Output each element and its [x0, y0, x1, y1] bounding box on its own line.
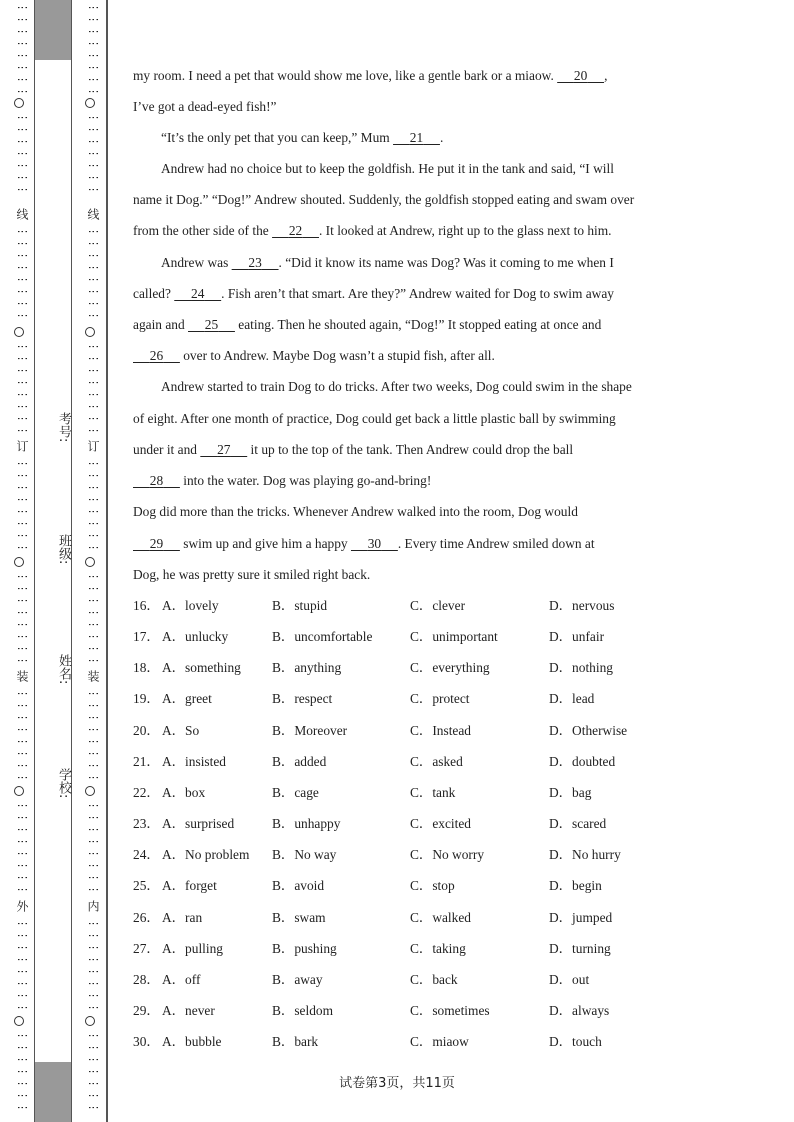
question-row: [133, 1002, 663, 1020]
option-a: A．insisted: [162, 753, 226, 769]
option-d: D．bag: [549, 784, 592, 800]
margin-char: 订: [86, 440, 100, 452]
question-row: [133, 940, 663, 958]
option-b: B．Moreover: [272, 722, 348, 738]
option-a: A．No problem: [162, 847, 250, 863]
passage-line: my room. I need a pet that would show me love, like a gentle bark or a miaow. 20 ,: [133, 68, 608, 83]
option-c: C．asked: [410, 753, 463, 769]
question-number: 24．: [133, 847, 160, 863]
option-a: A．ran: [162, 909, 203, 925]
question-number: 20．: [133, 722, 160, 738]
option-b: B．seldom: [272, 1002, 334, 1018]
field-exam-number: 考号:: [56, 412, 71, 443]
option-c: C．Instead: [410, 722, 471, 738]
option-a: A．So: [162, 722, 200, 738]
circle-mark: [85, 1016, 95, 1026]
option-c: C．unimportant: [410, 629, 498, 645]
margin-char: 内: [86, 900, 100, 912]
blank-21: 21: [409, 130, 424, 145]
option-d: D．nervous: [549, 598, 615, 613]
question-row: [133, 722, 663, 740]
question-row: [133, 971, 663, 989]
option-a: A．lovely: [162, 598, 219, 613]
option-b: B．uncomfortable: [272, 629, 373, 645]
option-b: B．stupid: [272, 598, 328, 613]
blank-30: 30: [367, 536, 382, 551]
option-d: D．scared: [549, 816, 607, 832]
option-c: C．No worry: [410, 847, 485, 863]
blank-23: 23: [248, 255, 262, 270]
question-number: 27．: [133, 940, 160, 956]
option-c: C．excited: [410, 816, 471, 832]
question-number: 18．: [133, 660, 160, 676]
question-number: 19．: [133, 691, 160, 707]
option-d: D．No hurry: [549, 847, 621, 863]
question-row: [133, 628, 663, 646]
option-b: B．cage: [272, 784, 319, 800]
question-number: 26．: [133, 909, 160, 925]
option-c: C．back: [410, 971, 458, 987]
margin-char: 装: [86, 670, 100, 682]
circle-mark: [14, 786, 24, 796]
option-a: A．off: [162, 971, 201, 987]
option-b: B．avoid: [272, 878, 325, 894]
passage-line: “It’s the only pet that you can keep,” Mum 21 .: [161, 130, 444, 145]
inner-dotted-line: ⋮⋮⋮⋮⋮⋮⋮⋮ ⋮⋮⋮⋮⋮⋮⋮ 线 ⋮⋮⋮⋮⋮⋮⋮⋮ ⋮⋮⋮⋮⋮⋮⋮⋮ 订 ⋮⋮⋮⋮⋮⋮⋮⋮ ⋮⋮⋮⋮⋮⋮⋮⋮ 装 ⋮⋮⋮⋮⋮⋮⋮⋮ ⋮⋮⋮⋮⋮⋮⋮⋮ 内 ⋮⋮⋮⋮⋮⋮⋮⋮ ⋮⋮⋮⋮⋮⋮⋮: [83, 0, 99, 1122]
option-a: A．box: [162, 784, 206, 800]
passage-line: from the other side of the 22 . It looked at Andrew, right up to the glass next to him.: [133, 223, 612, 238]
option-d: D．Otherwise: [549, 722, 628, 738]
margin-char: 外: [15, 900, 29, 912]
blank-22: 22: [288, 223, 303, 238]
option-b: B．swam: [272, 909, 326, 925]
option-d: D．lead: [549, 691, 595, 707]
option-a: A．never: [162, 1002, 215, 1018]
circle-mark: [14, 327, 24, 337]
option-b: B．unhappy: [272, 816, 341, 832]
option-d: D．always: [549, 1002, 610, 1018]
student-info-strip: [34, 0, 72, 1122]
field-class: 班级:: [56, 534, 71, 565]
question-number: 16．: [133, 598, 160, 613]
passage-line: called? 24 . Fish aren’t that smart. Are they?” Andrew waited for Dog to swim away: [133, 286, 614, 301]
blank-20: 20: [573, 68, 588, 83]
passage-line: again and 25 eating. Then he shouted again, “Dog!” It stopped eating at once and: [133, 317, 602, 332]
margin-char: 线: [15, 208, 29, 220]
circle-mark: [85, 786, 95, 796]
option-a: A．pulling: [162, 940, 224, 956]
option-d: D．jumped: [549, 909, 613, 925]
option-b: B．respect: [272, 691, 333, 707]
option-a: A．bubble: [162, 1034, 222, 1050]
question-row: [133, 753, 663, 771]
option-a: A．forget: [162, 878, 217, 894]
passage-line: name it Dog.” “Dog!” Andrew shouted. Suddenly, the goldfish stopped eating and swam over: [133, 192, 635, 207]
option-b: B．anything: [272, 660, 342, 676]
blank-28: 28: [149, 473, 164, 488]
blank-25: 25: [204, 317, 219, 332]
question-number: 23．: [133, 816, 160, 832]
option-c: C．tank: [410, 784, 456, 800]
option-c: C．walked: [410, 909, 471, 925]
margin-char: 订: [15, 440, 29, 452]
circle-mark: [85, 557, 95, 567]
option-a: A．something: [162, 660, 241, 676]
question-number: 21．: [133, 753, 160, 769]
passage-line: 28 into the water. Dog was playing go-and-bring!: [133, 472, 431, 490]
blank-24: 24: [191, 286, 205, 301]
passage-line: I’ve got a dead-eyed fish!”: [133, 99, 277, 114]
question-row: [133, 846, 663, 864]
option-b: B．bark: [272, 1034, 319, 1050]
option-c: C．protect: [410, 691, 470, 707]
option-c: C．clever: [410, 598, 466, 613]
passage-line: of eight. After one month of practice, Dog could get back a little plastic ball by swimming: [133, 411, 616, 426]
blank-26: 26: [149, 348, 164, 363]
question-number: 29．: [133, 1002, 160, 1018]
margin-char: 线: [86, 208, 100, 220]
question-row: [133, 877, 663, 895]
page-footer: 试卷第3页，共11页: [339, 1076, 455, 1091]
option-d: D．doubted: [549, 753, 616, 769]
question-row: [133, 1033, 663, 1051]
question-row: [133, 659, 663, 677]
margin-char: 装: [15, 670, 29, 682]
option-c: C．sometimes: [410, 1002, 490, 1018]
option-d: D．touch: [549, 1034, 602, 1050]
field-school: 学校:: [56, 768, 71, 799]
circle-mark: [14, 98, 24, 108]
question-number: 22．: [133, 784, 160, 800]
question-row: [133, 784, 663, 802]
option-b: B．added: [272, 753, 327, 769]
outer-dotted-line: ⋮⋮⋮⋮⋮⋮⋮⋮ ⋮⋮⋮⋮⋮⋮⋮ 线 ⋮⋮⋮⋮⋮⋮⋮⋮ ⋮⋮⋮⋮⋮⋮⋮⋮ 订 ⋮⋮⋮⋮⋮⋮⋮⋮ ⋮⋮⋮⋮⋮⋮⋮⋮ 装 ⋮⋮⋮⋮⋮⋮⋮⋮ ⋮⋮⋮⋮⋮⋮⋮⋮ 外 ⋮⋮⋮⋮⋮⋮⋮⋮ ⋮⋮⋮⋮⋮⋮⋮: [12, 0, 28, 1122]
circle-mark: [85, 98, 95, 108]
question-number: 17．: [133, 629, 160, 645]
option-b: B．away: [272, 971, 323, 987]
option-d: D．nothing: [549, 660, 613, 676]
question-row: [133, 909, 663, 927]
circle-mark: [85, 327, 95, 337]
passage-line: Dog, he was pretty sure it smiled right back.: [133, 567, 371, 582]
passage-line: under it and 27 it up to the top of the tank. Then Andrew could drop the ball: [133, 442, 574, 457]
option-c: C．miaow: [410, 1034, 469, 1050]
question-number: 28．: [133, 971, 160, 987]
option-c: C．taking: [410, 940, 466, 956]
question-number: 30．: [133, 1034, 160, 1050]
option-d: D．turning: [549, 940, 611, 956]
option-b: B．No way: [272, 847, 337, 863]
question-row: [133, 597, 663, 615]
passage-line: Andrew had no choice but to keep the goldfish. He put it in the tank and said, “I will: [161, 161, 614, 176]
blank-29: 29: [149, 536, 164, 551]
field-name: 姓名:: [56, 654, 71, 685]
option-d: D．out: [549, 971, 590, 987]
option-c: C．everything: [410, 660, 490, 676]
question-row: [133, 815, 663, 833]
option-d: D．unfair: [549, 629, 605, 645]
question-row: [133, 690, 663, 708]
question-number: 25．: [133, 878, 160, 894]
passage-line: Andrew was 23 . “Did it know its name was Dog? Was it coming to me when I: [161, 255, 614, 270]
option-b: B．pushing: [272, 940, 337, 956]
circle-mark: [14, 557, 24, 567]
passage-line: 29 swim up and give him a happy 30 . Every time Andrew smiled down at: [133, 535, 595, 553]
option-a: A．unlucky: [162, 629, 229, 645]
passage-line: Andrew started to train Dog to do tricks. After two weeks, Dog could swim in the shape: [161, 379, 632, 394]
blank-27: 27: [217, 442, 231, 457]
option-d: D．begin: [549, 878, 602, 894]
option-a: A．greet: [162, 691, 212, 707]
option-c: C．stop: [410, 878, 455, 894]
option-a: A．surprised: [162, 816, 235, 832]
passage-line: Dog did more than the tricks. Whenever Andrew walked into the room, Dog would: [133, 504, 578, 519]
circle-mark: [14, 1016, 24, 1026]
passage-line: 26 over to Andrew. Maybe Dog wasn’t a stupid fish, after all.: [133, 347, 495, 365]
